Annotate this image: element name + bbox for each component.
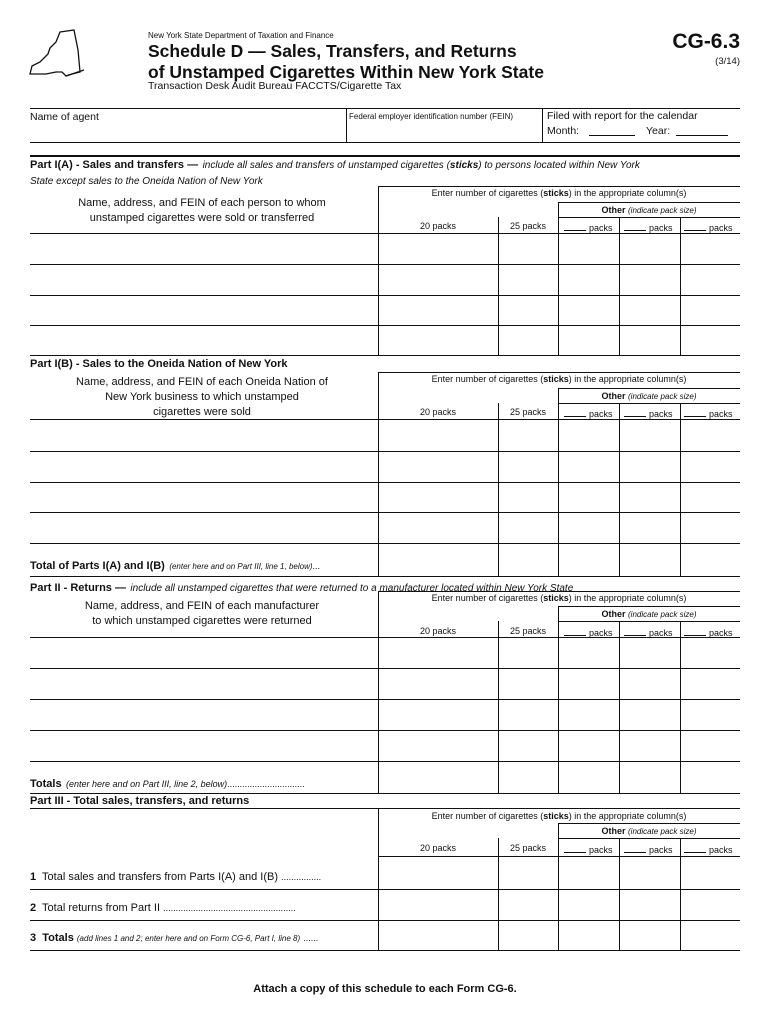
part1-total-row-label: Total of Parts I(A) and I(B) (enter here and on Part III, line 1, below)... — [30, 560, 321, 572]
part3-enter-caption: Enter number of cigarettes (sticks) in the appropriate column(s) — [431, 811, 687, 821]
pack-size-blank[interactable] — [684, 626, 706, 636]
part2-enter-caption: Enter number of cigarettes (sticks) in the appropriate column(s) — [431, 593, 687, 603]
part2-col-other-1: packs — [564, 626, 613, 638]
form-title-line-1: Schedule D — Sales, Transfers, and Returns — [148, 41, 517, 61]
part1a-note: include all sales and transfers of unstamped cigarettes (sticks) to persons located within New York — [202, 160, 640, 171]
pack-size-blank[interactable] — [624, 221, 646, 231]
form-title-line-2: of Unstamped Cigarettes Within New York State — [148, 62, 544, 82]
part1b-col-20-packs: 20 packs — [419, 407, 457, 417]
part2-heading: Part II - Returns — include all unstamped cigarettes that were returned to a manufacturer located within New York State — [30, 582, 574, 594]
part2-name-header: Name, address, and FEIN of each manufacturer to which unstamped cigarettes were returned — [84, 600, 320, 627]
pack-size-blank[interactable] — [684, 407, 706, 417]
year-field[interactable] — [676, 126, 728, 136]
agent-name-label: Name of agent — [30, 111, 99, 123]
part1a-other-caption: Other (indicate pack size) — [601, 205, 697, 215]
part1a-col-20-packs: 20 packs — [419, 221, 457, 231]
part1b-col-25-packs: 25 packs — [509, 407, 547, 417]
pack-size-blank[interactable] — [684, 221, 706, 231]
part1a-label: Part I(A) - Sales and transfers — — [30, 159, 199, 171]
part1b-name-header: Name, address, and FEIN of each Oneida Nation of New York business to which unstamped cigarettes were sold — [76, 376, 328, 418]
pack-size-blank[interactable] — [624, 407, 646, 417]
new-york-state-map-icon — [26, 28, 88, 80]
month-field[interactable] — [589, 126, 635, 136]
part1a-entry-rows[interactable] — [30, 234, 376, 354]
part1b-entry-rows[interactable] — [30, 420, 376, 542]
agent-name-field[interactable] — [30, 124, 344, 142]
part1b-label: Part I(B) - Sales to the Oneida Nation of New York — [30, 358, 288, 370]
fein-field[interactable] — [349, 124, 539, 142]
part1a-note-line-2: State except sales to the Oneida Nation of New York — [30, 176, 263, 187]
part2-totals-row-label: Totals (enter here and on Part III, line 2, below)............................... — [30, 778, 305, 790]
part1a-col-other-3: packs — [684, 221, 733, 233]
part1b-col-other-3: packs — [684, 407, 733, 419]
pack-size-blank[interactable] — [564, 407, 586, 417]
part1b-enter-caption: Enter number of cigarettes (sticks) in the appropriate column(s) — [431, 374, 687, 384]
part3-line-3: 3 Totals (add lines 1 and 2; enter here and on Form CG-6, Part I, line 8) ...... — [30, 932, 319, 944]
part3-entry-cells[interactable] — [379, 857, 739, 949]
year-label: Year: — [646, 125, 671, 137]
part1b-other-caption: Other (indicate pack size) — [601, 391, 697, 401]
footer-instruction: Attach a copy of this schedule to each Form CG-6. — [253, 983, 517, 995]
pack-size-blank[interactable] — [564, 221, 586, 231]
part3-line-2: 2 Total returns from Part II ..................................................... — [30, 902, 296, 914]
part1a-heading — [30, 157, 740, 189]
part2-col-other-2: packs — [624, 626, 673, 638]
part3-other-caption: Other (indicate pack size) — [601, 826, 697, 836]
pack-size-blank[interactable] — [564, 843, 586, 853]
part2-col-other-3: packs — [684, 626, 733, 638]
part2-col-25-packs: 25 packs — [509, 626, 547, 636]
pack-size-blank[interactable] — [684, 843, 706, 853]
part3-col-25-packs: 25 packs — [509, 843, 547, 853]
part1b-col-other-1: packs — [564, 407, 613, 419]
part1a-col-other-2: packs — [624, 221, 673, 233]
part3-col-20-packs: 20 packs — [419, 843, 457, 853]
form-number: CG-6.3 — [672, 30, 740, 53]
part1a-col-25-packs: 25 packs — [509, 221, 547, 231]
pack-size-blank[interactable] — [624, 626, 646, 636]
part1a-name-header: Name, address, and FEIN of each person to whom unstamped cigarettes were sold or transferred — [78, 197, 326, 224]
part3-col-other-1: packs — [564, 843, 613, 855]
part2-entry-rows[interactable] — [30, 638, 376, 760]
part3-col-other-2: packs — [624, 843, 673, 855]
fein-label: Federal employer identification number (FEIN) — [349, 112, 514, 121]
form-title — [148, 41, 544, 83]
part3-label: Part III - Total sales, transfers, and returns — [30, 795, 250, 807]
form-subtitle: Transaction Desk Audit Bureau FACCTS/Cigarette Tax — [148, 80, 402, 92]
part3-col-other-3: packs — [684, 843, 733, 855]
part1a-enter-caption: Enter number of cigarettes (sticks) in the appropriate column(s) — [431, 188, 687, 198]
part1a-col-other-1: packs — [564, 221, 613, 233]
pack-size-blank[interactable] — [564, 626, 586, 636]
part1b-col-other-2: packs — [624, 407, 673, 419]
month-label: Month: — [547, 125, 580, 137]
part2-col-20-packs: 20 packs — [419, 626, 457, 636]
part2-other-caption: Other (indicate pack size) — [601, 609, 697, 619]
department-name: New York State Department of Taxation and Finance — [148, 31, 334, 40]
pack-size-blank[interactable] — [624, 843, 646, 853]
filed-with-label: Filed with report for the calendar — [547, 110, 698, 122]
form-revision: (3/14) — [715, 56, 740, 67]
part3-line-1: 1 Total sales and transfers from Parts I(A) and I(B) ................ — [30, 871, 322, 883]
